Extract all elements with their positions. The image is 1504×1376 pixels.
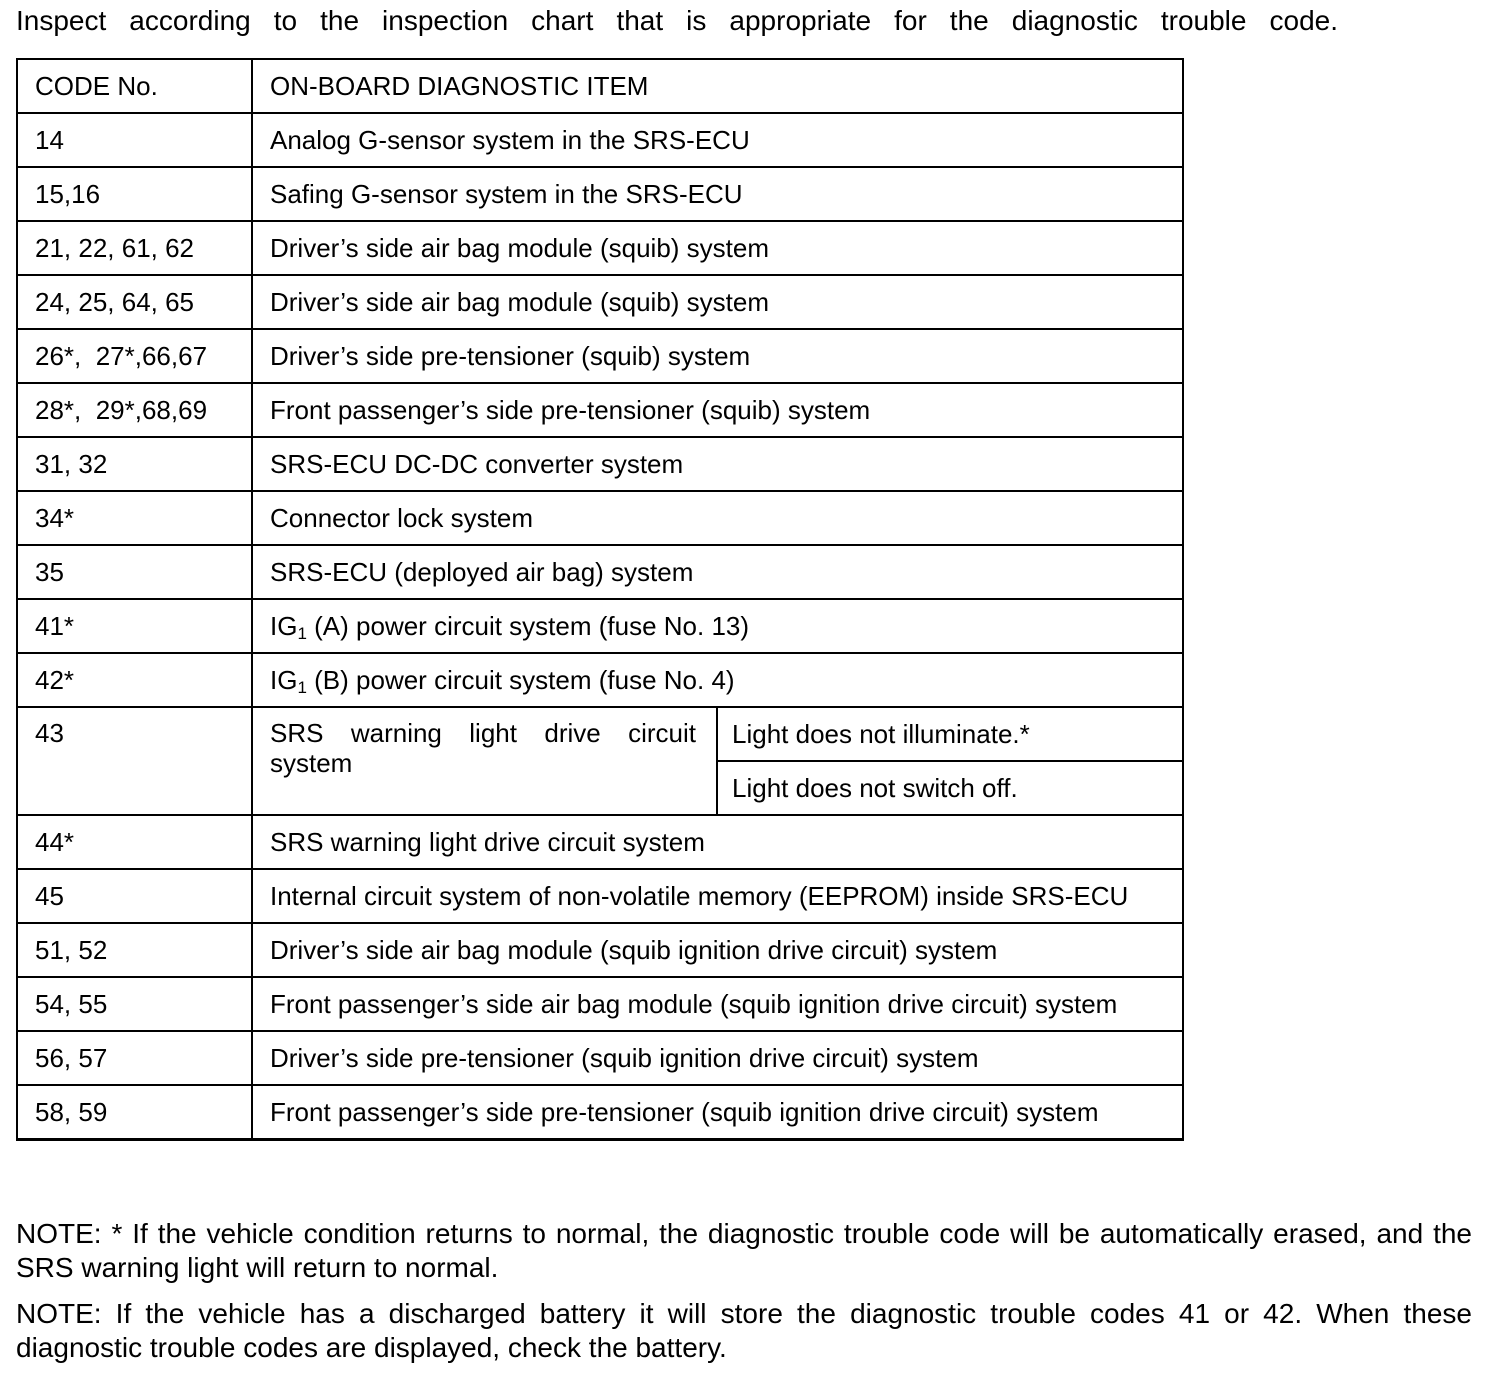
- table-row: [17, 1085, 1183, 1140]
- code-cell: 58, 59: [17, 1085, 252, 1140]
- table-row: [17, 329, 1183, 383]
- item-subscript: 1: [297, 623, 307, 643]
- note-battery: NOTE: If the vehicle has a discharged battery it will store the diagnostic trouble codes 41 or 42. When these diagnostic trouble codes are displayed, check the battery.: [16, 1298, 1472, 1363]
- code-cell: 42*: [17, 653, 252, 707]
- item-cell: [252, 653, 1183, 707]
- item-cell: Front passenger’s side pre-tensioner (squib ignition drive circuit) system: [252, 1085, 1183, 1140]
- table-header-row: [17, 59, 1183, 113]
- code-cell: 44*: [17, 815, 252, 869]
- sub-item-cell: Light does not switch off.: [717, 761, 1183, 815]
- header-code: CODE No.: [17, 59, 252, 113]
- table-row: [17, 383, 1183, 437]
- table-row: [17, 653, 1183, 707]
- table-row: [17, 275, 1183, 329]
- diagnostic-code-table: [16, 58, 1184, 1141]
- table-row-split: [17, 707, 1183, 761]
- table-row: [17, 815, 1183, 869]
- code-cell: 31, 32: [17, 437, 252, 491]
- item-cell: Driver’s side pre-tensioner (squib) system: [252, 329, 1183, 383]
- intro-text: Inspect according to the inspection chart that is appropriate for the diagnostic trouble code.: [16, 5, 1338, 36]
- code-cell: 14: [17, 113, 252, 167]
- item-cell: Safing G-sensor system in the SRS-ECU: [252, 167, 1183, 221]
- item-cell: SRS-ECU (deployed air bag) system: [252, 545, 1183, 599]
- table-row: [17, 977, 1183, 1031]
- code-cell: 56, 57: [17, 1031, 252, 1085]
- item-suffix: (B) power circuit system (fuse No. 4): [306, 664, 735, 695]
- code-cell: 54, 55: [17, 977, 252, 1031]
- item-prefix: IG: [270, 664, 298, 695]
- code-cell: 24, 25, 64, 65: [17, 275, 252, 329]
- item-cell: Front passenger’s side air bag module (squib ignition drive circuit) system: [252, 977, 1183, 1031]
- code-cell: 26*, 27*,66,67: [17, 329, 252, 383]
- item-cell: Internal circuit system of non-volatile memory (EEPROM) inside SRS-ECU: [252, 869, 1183, 923]
- table-row: [17, 599, 1183, 653]
- code-cell: 45: [17, 869, 252, 923]
- code-cell: 21, 22, 61, 62: [17, 221, 252, 275]
- item-cell: Driver’s side air bag module (squib ignition drive circuit) system: [252, 923, 1183, 977]
- table-row: [17, 437, 1183, 491]
- table-row: [17, 113, 1183, 167]
- item-suffix: (A) power circuit system (fuse No. 13): [306, 610, 750, 641]
- item-cell: Driver’s side pre-tensioner (squib ignition drive circuit) system: [252, 1031, 1183, 1085]
- item-cell: SRS warning light drive circuit system: [252, 707, 717, 815]
- header-item: ON-BOARD DIAGNOSTIC ITEM: [252, 59, 1183, 113]
- item-cell: SRS warning light drive circuit system: [252, 815, 1183, 869]
- item-cell: Driver’s side air bag module (squib) system: [252, 221, 1183, 275]
- code-cell: 15,16: [17, 167, 252, 221]
- code-cell: 43: [17, 707, 252, 815]
- item-cell: [252, 599, 1183, 653]
- item-cell: Connector lock system: [252, 491, 1183, 545]
- code-cell: 35: [17, 545, 252, 599]
- code-cell: 51, 52: [17, 923, 252, 977]
- code-cell: 34*: [17, 491, 252, 545]
- table-row: [17, 167, 1183, 221]
- table-row: [17, 869, 1183, 923]
- code-cell: 28*, 29*,68,69: [17, 383, 252, 437]
- note-auto-erase: NOTE: * If the vehicle condition returns to normal, the diagnostic trouble code will be automatically erased, and the SRS warning light will return to normal.: [16, 1218, 1472, 1283]
- code-cell: 41*: [17, 599, 252, 653]
- table-row: [17, 1031, 1183, 1085]
- item-subscript: 1: [297, 677, 307, 697]
- item-cell: Driver’s side air bag module (squib) system: [252, 275, 1183, 329]
- table-row: [17, 923, 1183, 977]
- sub-item-cell: Light does not illuminate.*: [717, 707, 1183, 761]
- table-row: [17, 221, 1183, 275]
- table-row: [17, 545, 1183, 599]
- item-cell: Analog G-sensor system in the SRS-ECU: [252, 113, 1183, 167]
- item-prefix: IG: [270, 610, 298, 641]
- item-cell: Front passenger’s side pre-tensioner (squib) system: [252, 383, 1183, 437]
- item-cell: SRS-ECU DC-DC converter system: [252, 437, 1183, 491]
- table-row: [17, 491, 1183, 545]
